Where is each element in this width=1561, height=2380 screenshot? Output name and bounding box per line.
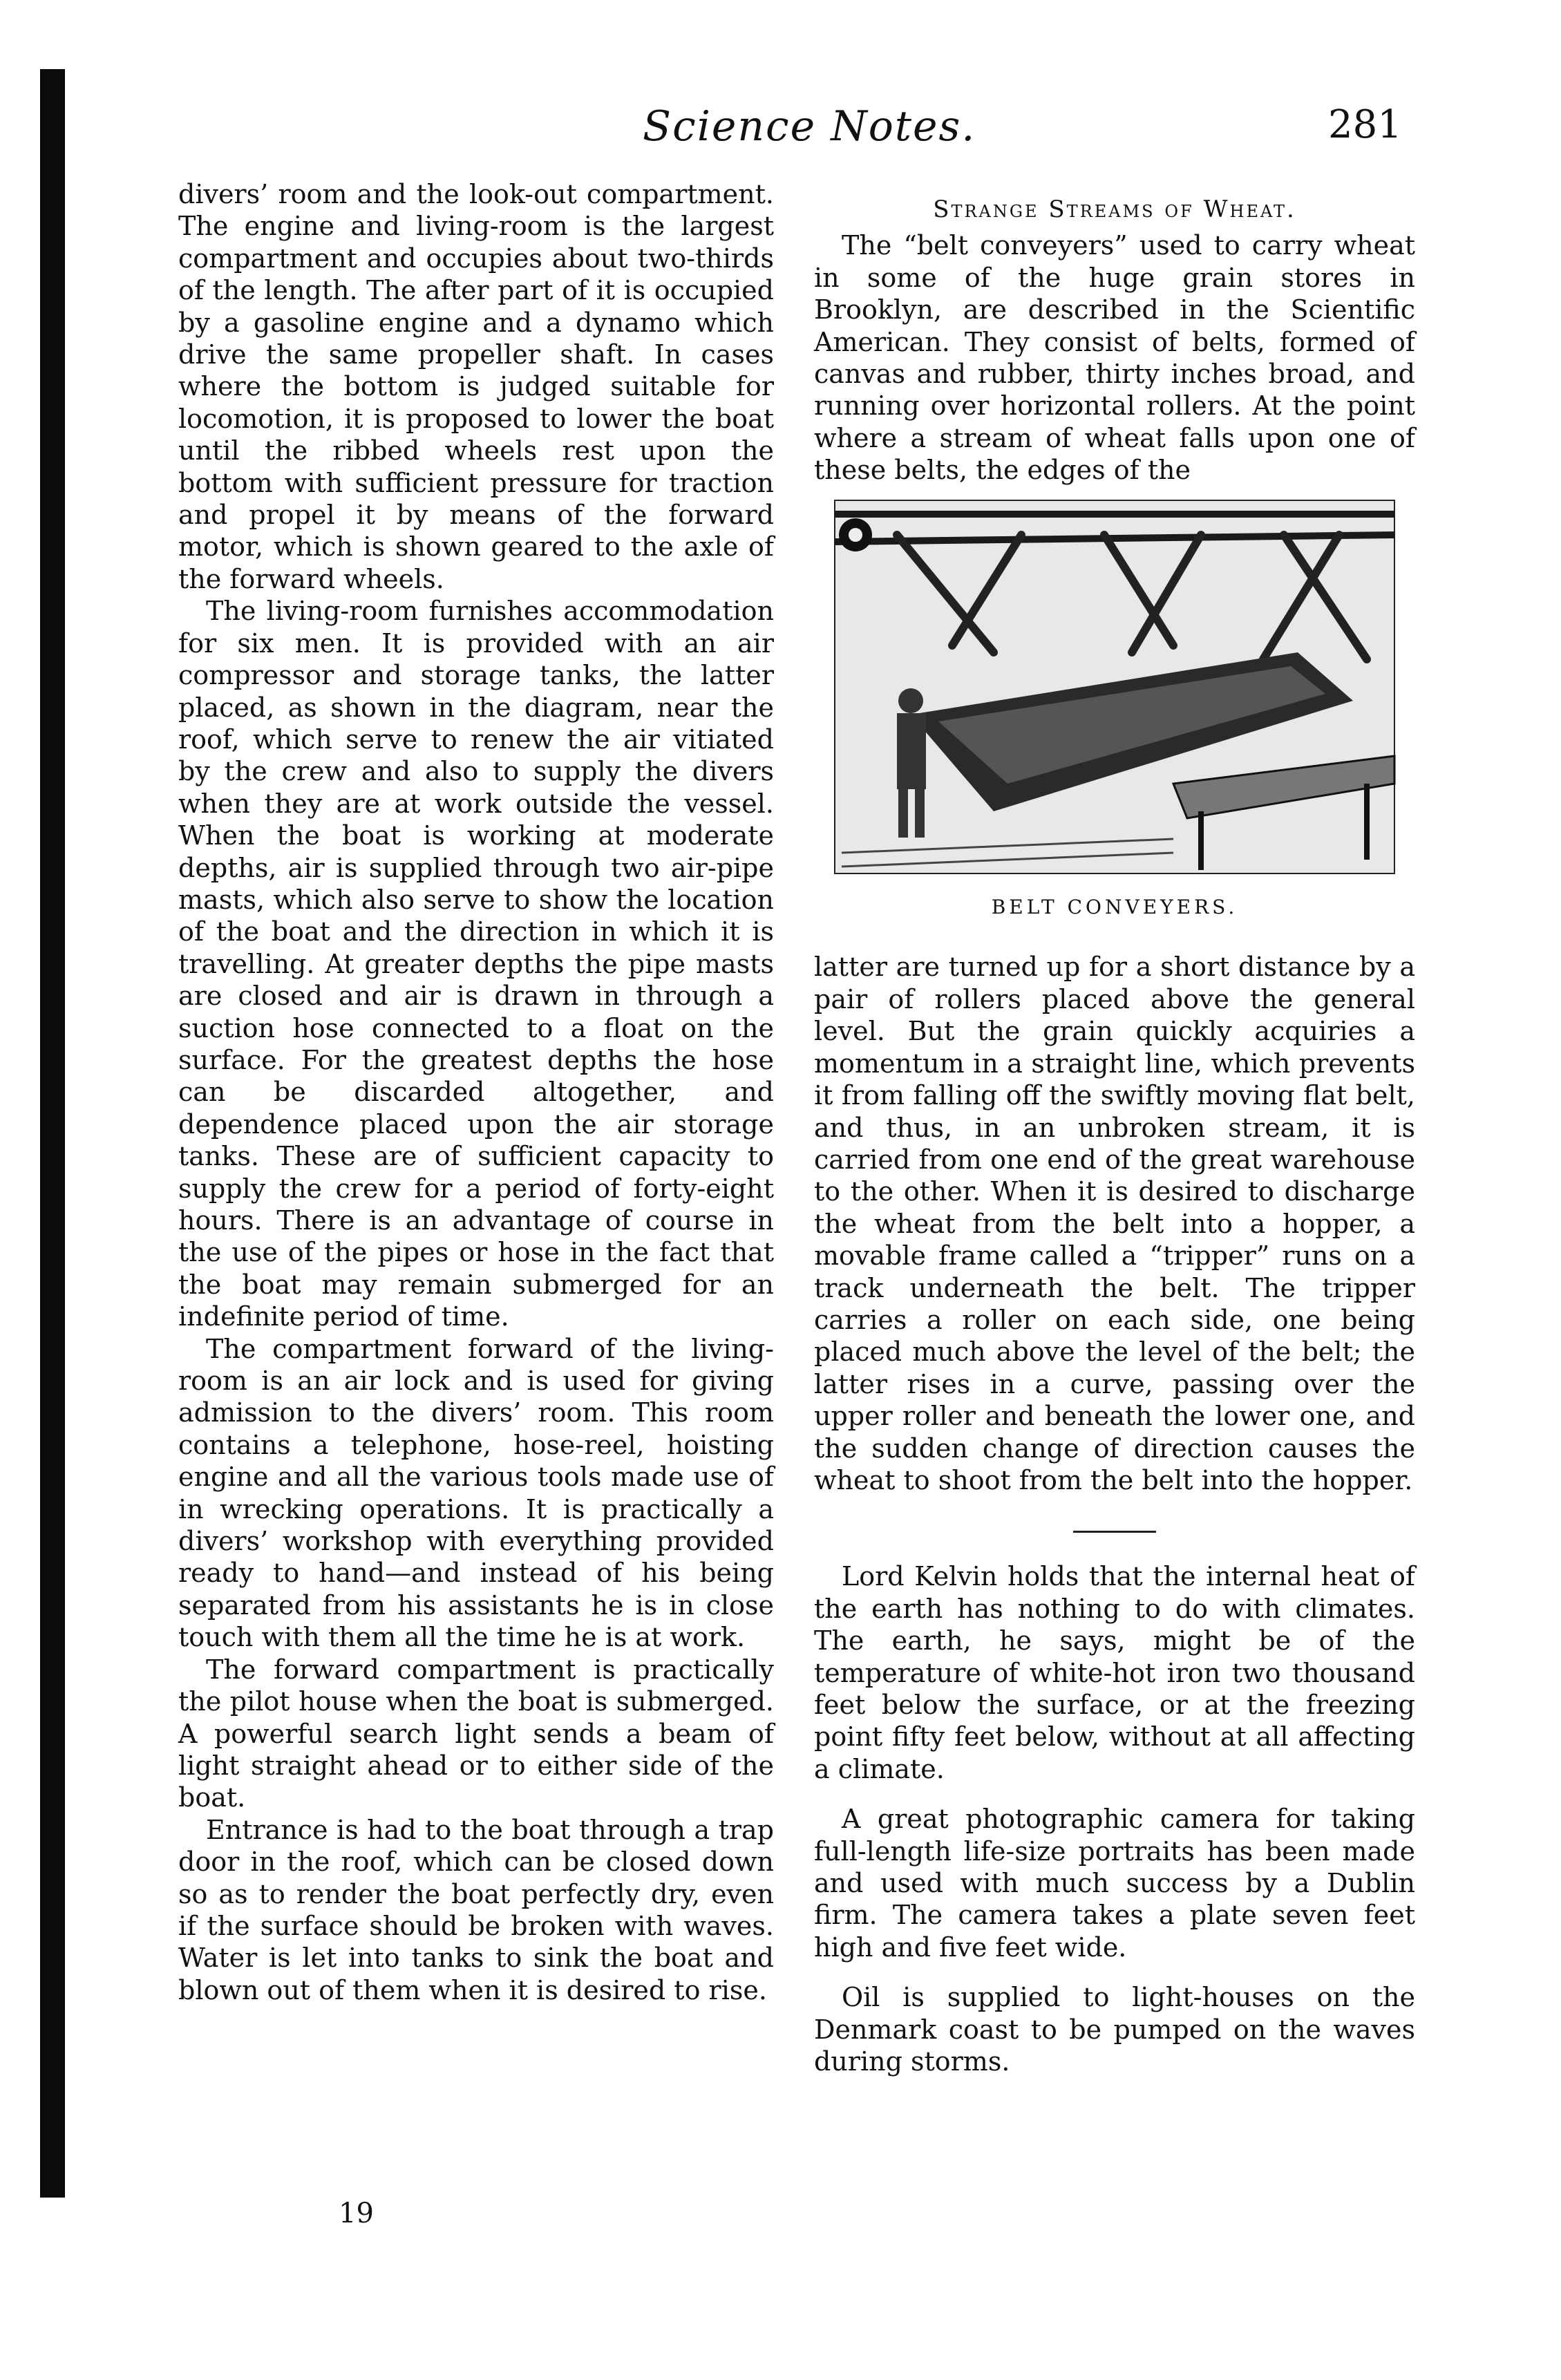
- paragraph: The “belt conveyers” used to carry wheat in some of the huge grain stores in Brooklyn, are described in the Scientific American. They consist of belts, formed of canvas and rubber, thirty inches broad, and running over horizontal rollers. At the point where a stream of wheat falls upon one of these belts, the edges of the: [814, 230, 1415, 486]
- page-number: 281: [1328, 102, 1402, 147]
- article-heading: Strange Streams of Wheat.: [933, 196, 1296, 223]
- paragraph: The living-room furnishes accommodation for six men. It is provided with an air compressor and storage tanks, the latter placed, as shown in the diagram, near the roof, which serve to renew the air vitiated by the crew and also to supply the divers when they are at work outside the vessel. When the boat is working at moderate depths, air is supplied through two air-pipe masts, which also serve to show the location of the boat and the direction in which it is travelling. At greater depths the pipe masts are closed and air is drawn in through a suction hose connected to a float on the surface. For the greatest depths the hose can be discarded altogether, and dependence placed upon the air storage tanks. These are of sufficient capacity to supply the crew for a period of forty-eight hours. There is an advantage of course in the use of the pipes or hose in the fact that the boat may remain submerged for an indefinite period of time.: [178, 596, 774, 1332]
- paragraph: A great photographic camera for taking full-length life-size portraits has been made and used with much success by a Dublin firm. The camera takes a plate seven feet high and five feet wide.: [814, 1804, 1415, 1963]
- paragraph: The forward compartment is practically the pilot house when the boat is submerged. A powerful search light sends a beam of light straight ahead or to either side of the boat.: [178, 1654, 774, 1813]
- left-column: [178, 178, 774, 2006]
- running-title: Science Notes.: [643, 102, 976, 151]
- paragraph: latter are turned up for a short distance by a pair of rollers placed above the general level. But the grain quickly acquiries a momentum in a straight line, which prevents it from falling off the swiftly moving flat belt, and thus, in an unbroken stream, it is carried from one end of the great warehouse to the other. When it is desired to discharge the wheat from the belt into a hopper, a movable frame called a “tripper” runs on a track underneath the belt. The tripper carries a roller on each side, one being placed much above the level of the belt; the latter rises in a curve, passing over the upper roller and beneath the lower one, and the sudden change of direction causes the wheat to shoot from the belt into the hopper.: [814, 952, 1415, 1495]
- figure-caption: BELT CONVEYERS.: [991, 896, 1238, 919]
- belt-conveyers-illustration: [814, 493, 1415, 880]
- right-column: [814, 193, 1415, 2077]
- signature-mark: 19: [339, 2198, 374, 2229]
- binding-edge: [40, 69, 65, 2198]
- paragraph: Oil is supplied to light-houses on the Denmark coast to be pumped on the waves during storms.: [814, 1982, 1415, 2077]
- section-divider: [1073, 1531, 1156, 1533]
- paragraph: divers’ room and the look-out compartment. The engine and living-room is the largest compartment and occupies about two-thirds of the length. The after part of it is occupied by a gasoline engine and a dynamo which drive the same propeller shaft. In cases where the bottom is judged suitable for locomotion, it is proposed to lower the boat until the ribbed wheels rest upon the bottom with sufficient pressure for traction and propel it by means of the forward motor, which is shown geared to the axle of the forward wheels.: [178, 179, 774, 594]
- paragraph: Entrance is had to the boat through a trap door in the roof, which can be closed down so as to render the boat perfectly dry, even if the surface should be broken with waves. Water is let into tanks to sink the boat and blown out of them when it is desired to rise.: [178, 1814, 774, 2005]
- paragraph: Lord Kelvin holds that the internal heat of the earth has nothing to do with climates. The earth, he says, might be of the temperature of white-hot iron two thousand feet below the surface, or at the freezing point fifty feet below, without at all affecting a climate.: [814, 1561, 1415, 1784]
- paragraph: The compartment forward of the living-room is an air lock and is used for giving admission to the divers’ room. This room contains a telephone, hose-reel, hoisting engine and all the various tools made use of in wrecking operations. It is practically a divers’ workshop with everything provided ready to hand—and instead of his being separated from his assistants he is in close touch with them all the time he is at work.: [178, 1333, 774, 1653]
